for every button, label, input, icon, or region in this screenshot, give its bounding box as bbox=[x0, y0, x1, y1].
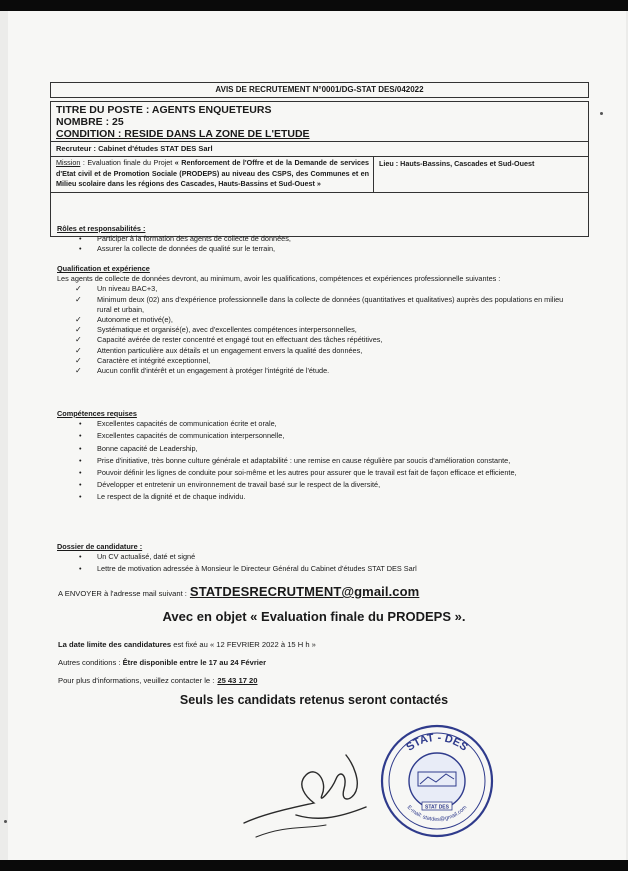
check-icon: ✓ bbox=[75, 366, 82, 376]
list-item-text: Participer à la formation des agents de collecte de données, bbox=[97, 234, 291, 244]
list-item bbox=[57, 346, 565, 356]
list-item bbox=[57, 325, 565, 335]
bullet-icon: • bbox=[79, 468, 82, 478]
handwritten-signature bbox=[236, 745, 386, 845]
check-icon: ✓ bbox=[75, 284, 82, 294]
mission-cell bbox=[51, 157, 374, 192]
stamp-name: STAT - DES bbox=[404, 731, 470, 754]
dossier-section bbox=[57, 542, 587, 575]
bottom-frame-bar bbox=[0, 860, 628, 871]
list-item bbox=[57, 366, 565, 376]
list-item-text: Développer et entretenir un environnement de travail basé sur le respect de la diversité, bbox=[97, 480, 381, 490]
send-to-line bbox=[58, 584, 419, 599]
post-title: TITRE DU POSTE : AGENTS ENQUETEURS bbox=[56, 104, 272, 116]
competences-section bbox=[57, 409, 587, 503]
check-icon: ✓ bbox=[75, 345, 82, 355]
post-count: NOMBRE : 25 bbox=[56, 116, 124, 128]
other-label: Autres conditions : bbox=[58, 658, 123, 667]
mission-project: « Renforcement de l'Offre et de la Demande de services d'Etat civil et de Promotion Sociale (PRODEPS) au niveau des CSPS, des Communes et en Milieu scolaire dans les régions des Cascades, Hauts-Bassins et Sud-Ouest » bbox=[56, 158, 369, 188]
list-item bbox=[57, 244, 587, 254]
bullet-icon: • bbox=[79, 234, 82, 244]
phone-number[interactable]: 25 43 17 20 bbox=[217, 676, 258, 685]
qualification-intro: Les agents de collecte de données devront, au minimum, avoir les qualifications, compétences et expériences professionnelle suivantes : bbox=[57, 274, 501, 284]
stamp-inner-text: STAT DES bbox=[425, 804, 449, 811]
check-icon: ✓ bbox=[75, 294, 82, 304]
post-title-block bbox=[51, 102, 588, 142]
info-line bbox=[58, 676, 257, 685]
list-item-text: Un CV actualisé, daté et signé bbox=[97, 552, 196, 562]
list-item bbox=[57, 419, 569, 429]
email-subject: Avec en objet « Evaluation finale du PRODEPS ». bbox=[162, 609, 466, 624]
list-item-text: Systématique et organisé(e), avec d'excellentes compétences interpersonnelles, bbox=[97, 325, 357, 335]
check-icon: ✓ bbox=[75, 355, 82, 365]
recruiter: Recruteur : Cabinet d'études STAT DES Sarl bbox=[51, 142, 588, 157]
other-text: Être disponible entre le 17 au 24 Février bbox=[122, 658, 267, 667]
list-item-text: Autonome et motivé(e), bbox=[97, 315, 173, 325]
list-item bbox=[57, 431, 569, 441]
bullet-icon: • bbox=[79, 455, 82, 465]
bullet-icon: • bbox=[79, 443, 82, 453]
deadline-line bbox=[58, 640, 316, 649]
info-label: Pour plus d'informations, veuillez contacter le : bbox=[58, 676, 215, 685]
list-item-text: Lettre de motivation adressée à Monsieur le Directeur Général du Cabinet d'études STAT DES Sarl bbox=[97, 564, 417, 574]
notice-title: AVIS DE RECRUTEMENT N°0001/DG-STAT DES/042022 bbox=[50, 82, 589, 98]
list-item bbox=[57, 564, 587, 574]
list-item bbox=[57, 492, 569, 502]
bullet-icon: • bbox=[79, 244, 82, 254]
list-item bbox=[57, 295, 565, 315]
bullet-icon: • bbox=[79, 431, 82, 441]
bullet-icon: • bbox=[79, 564, 82, 574]
list-item-text: Attention particulière aux détails et un engagement envers la qualité des données, bbox=[97, 345, 363, 355]
list-item-text: Caractère et intégrité exceptionnel, bbox=[97, 355, 211, 365]
company-stamp bbox=[378, 722, 496, 840]
bullet-icon: • bbox=[79, 480, 82, 490]
deadline-label: La date limite des candidatures bbox=[58, 640, 172, 649]
check-icon: ✓ bbox=[75, 315, 82, 325]
send-label: A ENVOYER à l'adresse mail suivant : bbox=[58, 589, 187, 598]
list-item-text: Assurer la collecte de données de qualité sur le terrain, bbox=[97, 244, 276, 254]
list-item-text: Capacité avérée de rester concentré et engagé tout en effectuant des tâches répétitives, bbox=[97, 335, 383, 345]
svg-text:STAT - DES bbox=[404, 732, 469, 754]
list-item bbox=[57, 480, 569, 490]
list-item-text: Minimum deux (02) ans d'expérience professionnelle dans la collecte de données (quantitatives et qualitatives) auprès des populations en milieu rural et urbain, bbox=[97, 294, 564, 314]
list-item-text: Excellentes capacités de communication écrite et orale, bbox=[97, 419, 277, 429]
email-address[interactable]: STATDESRECRUTMENT@gmail.com bbox=[189, 584, 420, 599]
list-item bbox=[57, 356, 565, 366]
list-item bbox=[57, 456, 569, 466]
mission-text: : Evaluation finale du Projet bbox=[80, 158, 175, 167]
bullet-icon: • bbox=[79, 492, 82, 502]
list-item bbox=[57, 468, 569, 478]
scan-speck bbox=[4, 820, 7, 823]
list-item-text: Le respect de la dignité et de chaque individu. bbox=[97, 492, 246, 502]
check-icon: ✓ bbox=[75, 335, 82, 345]
list-item bbox=[57, 444, 569, 454]
stamp-ring-text: E-mail: statdes@gmail.com bbox=[405, 804, 469, 823]
post-details-box bbox=[50, 101, 589, 237]
list-item-text: Bonne capacité de Leadership, bbox=[97, 443, 198, 453]
qualification-heading: Qualification et expérience bbox=[57, 264, 150, 273]
mission-label: Mission bbox=[56, 158, 81, 167]
list-item-text: Pouvoir définir les lignes de conduite pour soi-même et les autres pour assurer que le travail est fait de façon efficace et efficiente, bbox=[97, 468, 517, 478]
check-icon: ✓ bbox=[75, 325, 82, 335]
deadline-text: est fixé au « 12 FEVRIER 2022 à 15 H h » bbox=[171, 640, 316, 649]
list-item bbox=[57, 335, 565, 345]
top-frame-bar bbox=[0, 0, 628, 11]
list-item bbox=[57, 284, 565, 294]
bullet-icon: • bbox=[79, 419, 82, 429]
location-cell: Lieu : Hauts-Bassins, Cascades et Sud-Ouest bbox=[379, 159, 535, 168]
list-item-text: Prise d'initiative, très bonne culture générale et adaptabilité : une remise en cause régulière par soucis d'amélioration constante, bbox=[97, 455, 511, 465]
scan-speck bbox=[600, 112, 603, 115]
list-item bbox=[57, 234, 587, 244]
list-item-text: Un niveau BAC+3, bbox=[97, 284, 158, 294]
closing-statement: Seuls les candidats retenus seront contactés bbox=[179, 693, 449, 707]
mission-row bbox=[51, 157, 588, 193]
list-item-text: Excellentes capacités de communication interpersonnelle, bbox=[97, 431, 285, 441]
competences-heading: Compétences requises bbox=[57, 409, 137, 418]
qualification-section bbox=[57, 264, 587, 376]
other-conditions bbox=[58, 658, 266, 667]
list-item bbox=[57, 552, 587, 562]
list-item-text: Aucun conflit d'intérêt et un engagement à protéger l'intégrité de l'étude. bbox=[97, 366, 330, 376]
list-item bbox=[57, 315, 565, 325]
bullet-icon: • bbox=[79, 552, 82, 562]
dossier-heading: Dossier de candidature : bbox=[57, 542, 143, 551]
post-condition: CONDITION : RESIDE DANS LA ZONE DE L'ETUDE bbox=[56, 128, 310, 140]
roles-heading: Rôles et responsabilités : bbox=[57, 224, 146, 233]
roles-section bbox=[57, 224, 587, 255]
